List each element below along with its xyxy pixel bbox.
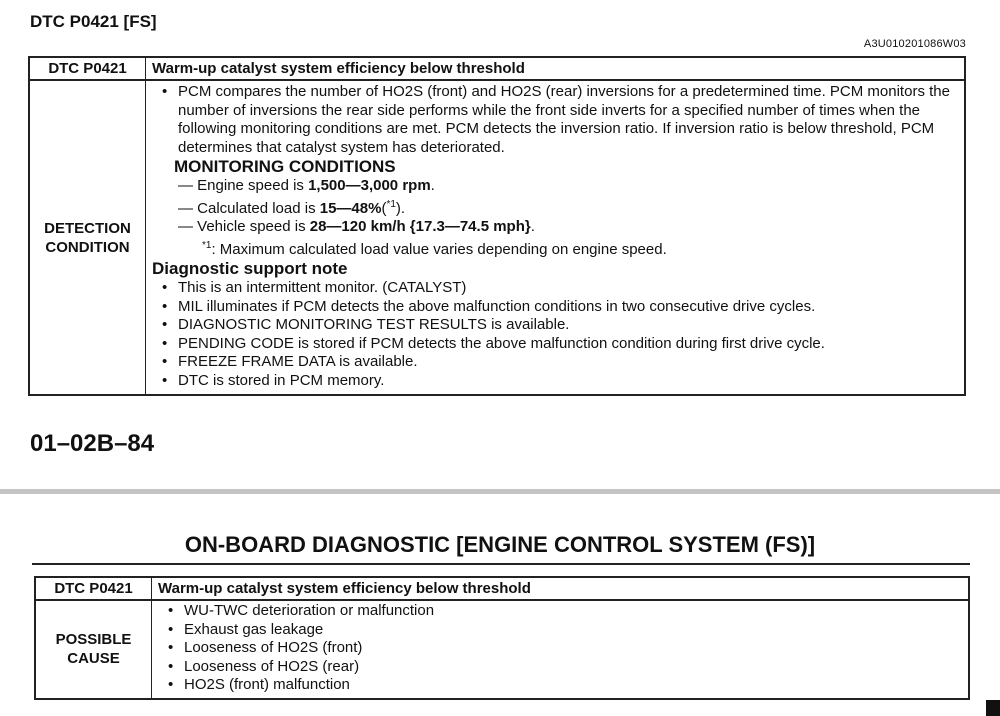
- condition-calculated-load: [152, 196, 958, 219]
- list-item: • This is an intermittent monitor. (CATALYST): [152, 279, 958, 298]
- label-line: CAUSE: [67, 650, 120, 668]
- diagnostic-support-heading: Diagnostic support note: [152, 259, 348, 278]
- list-item: • DIAGNOSTIC MONITORING TEST RESULTS is available.: [152, 316, 958, 335]
- footnote-text: : Maximum calculated load value varies depending on engine speed.: [211, 240, 667, 258]
- condition-vehicle-speed: [152, 218, 958, 237]
- list-item: • HO2S (front) malfunction: [158, 676, 962, 695]
- detection-condition-label: [29, 80, 146, 395]
- page-title: DTC P0421 [FS]: [30, 12, 157, 31]
- condition-engine-speed: [152, 177, 958, 196]
- dtc-code-cell: DTC P0421: [35, 577, 152, 600]
- possible-cause-table: [34, 576, 970, 700]
- condition-text: .: [530, 218, 535, 235]
- dtc-description-cell: Warm-up catalyst system efficiency below threshold: [152, 577, 970, 600]
- page-separator: [0, 489, 1000, 494]
- detection-condition-table: [28, 56, 966, 396]
- condition-text: .: [430, 177, 435, 194]
- condition-text: — Engine speed is: [178, 177, 309, 194]
- monitoring-conditions-heading: MONITORING CONDITIONS: [174, 157, 396, 176]
- footnote-marker: *1: [202, 239, 212, 251]
- dtc-code-cell: DTC P0421: [29, 57, 146, 80]
- label-line: POSSIBLE: [55, 631, 132, 649]
- condition-value: 28—120 km/h {17.3—74.5 mph}: [309, 218, 531, 235]
- list-item: • DTC is stored in PCM memory.: [152, 372, 958, 391]
- footnote: [152, 237, 958, 260]
- condition-text: ).: [395, 199, 406, 217]
- dtc-description-cell: Warm-up catalyst system efficiency below threshold: [146, 57, 966, 80]
- list-item: • MIL illuminates if PCM detects the above malfunction conditions in two consecutive drive cycles.: [152, 298, 958, 317]
- corner-mark: [986, 700, 1000, 716]
- list-item: • Exhaust gas leakage: [158, 621, 962, 640]
- intro-bullet: • PCM compares the number of HO2S (front) and HO2S (rear) inversions for a predetermined time. PCM monitors the number of inversions the rear side performs while the front side inverts for a specified number of times when the following monitoring conditions are met. PCM detects the inversion ratio. If inversion ratio is below threshold, PCM determines that catalyst system has deteriorated.: [152, 83, 958, 157]
- condition-value: 15—48%: [319, 199, 382, 217]
- document-code: A3U010201086W03: [863, 38, 966, 50]
- list-item: • PENDING CODE is stored if PCM detects the above malfunction condition during first drive cycle.: [152, 335, 958, 354]
- section-rule: [32, 563, 970, 565]
- label-line: CONDITION: [45, 238, 130, 256]
- label-line: DETECTION: [44, 219, 131, 237]
- possible-cause-body: [152, 600, 970, 699]
- cause-list: [158, 602, 962, 695]
- condition-value: 1,500—3,000 rpm: [308, 177, 431, 194]
- condition-text: — Calculated load is: [178, 199, 320, 217]
- list-item: • WU-TWC deterioration or malfunction: [158, 602, 962, 621]
- list-item: • FREEZE FRAME DATA is available.: [152, 353, 958, 372]
- possible-cause-label: [35, 600, 152, 699]
- support-note-list: [152, 279, 958, 390]
- footnote-marker: *1: [386, 198, 396, 210]
- condition-text: (: [381, 199, 387, 217]
- condition-text: — Vehicle speed is: [178, 218, 310, 235]
- detection-condition-body: [146, 80, 966, 395]
- section-title: ON-BOARD DIAGNOSTIC [ENGINE CONTROL SYSTEM (FS)]: [184, 532, 816, 557]
- page-number: 01–02B–84: [30, 430, 155, 457]
- list-item: • Looseness of HO2S (front): [158, 639, 962, 658]
- list-item: • Looseness of HO2S (rear): [158, 658, 962, 677]
